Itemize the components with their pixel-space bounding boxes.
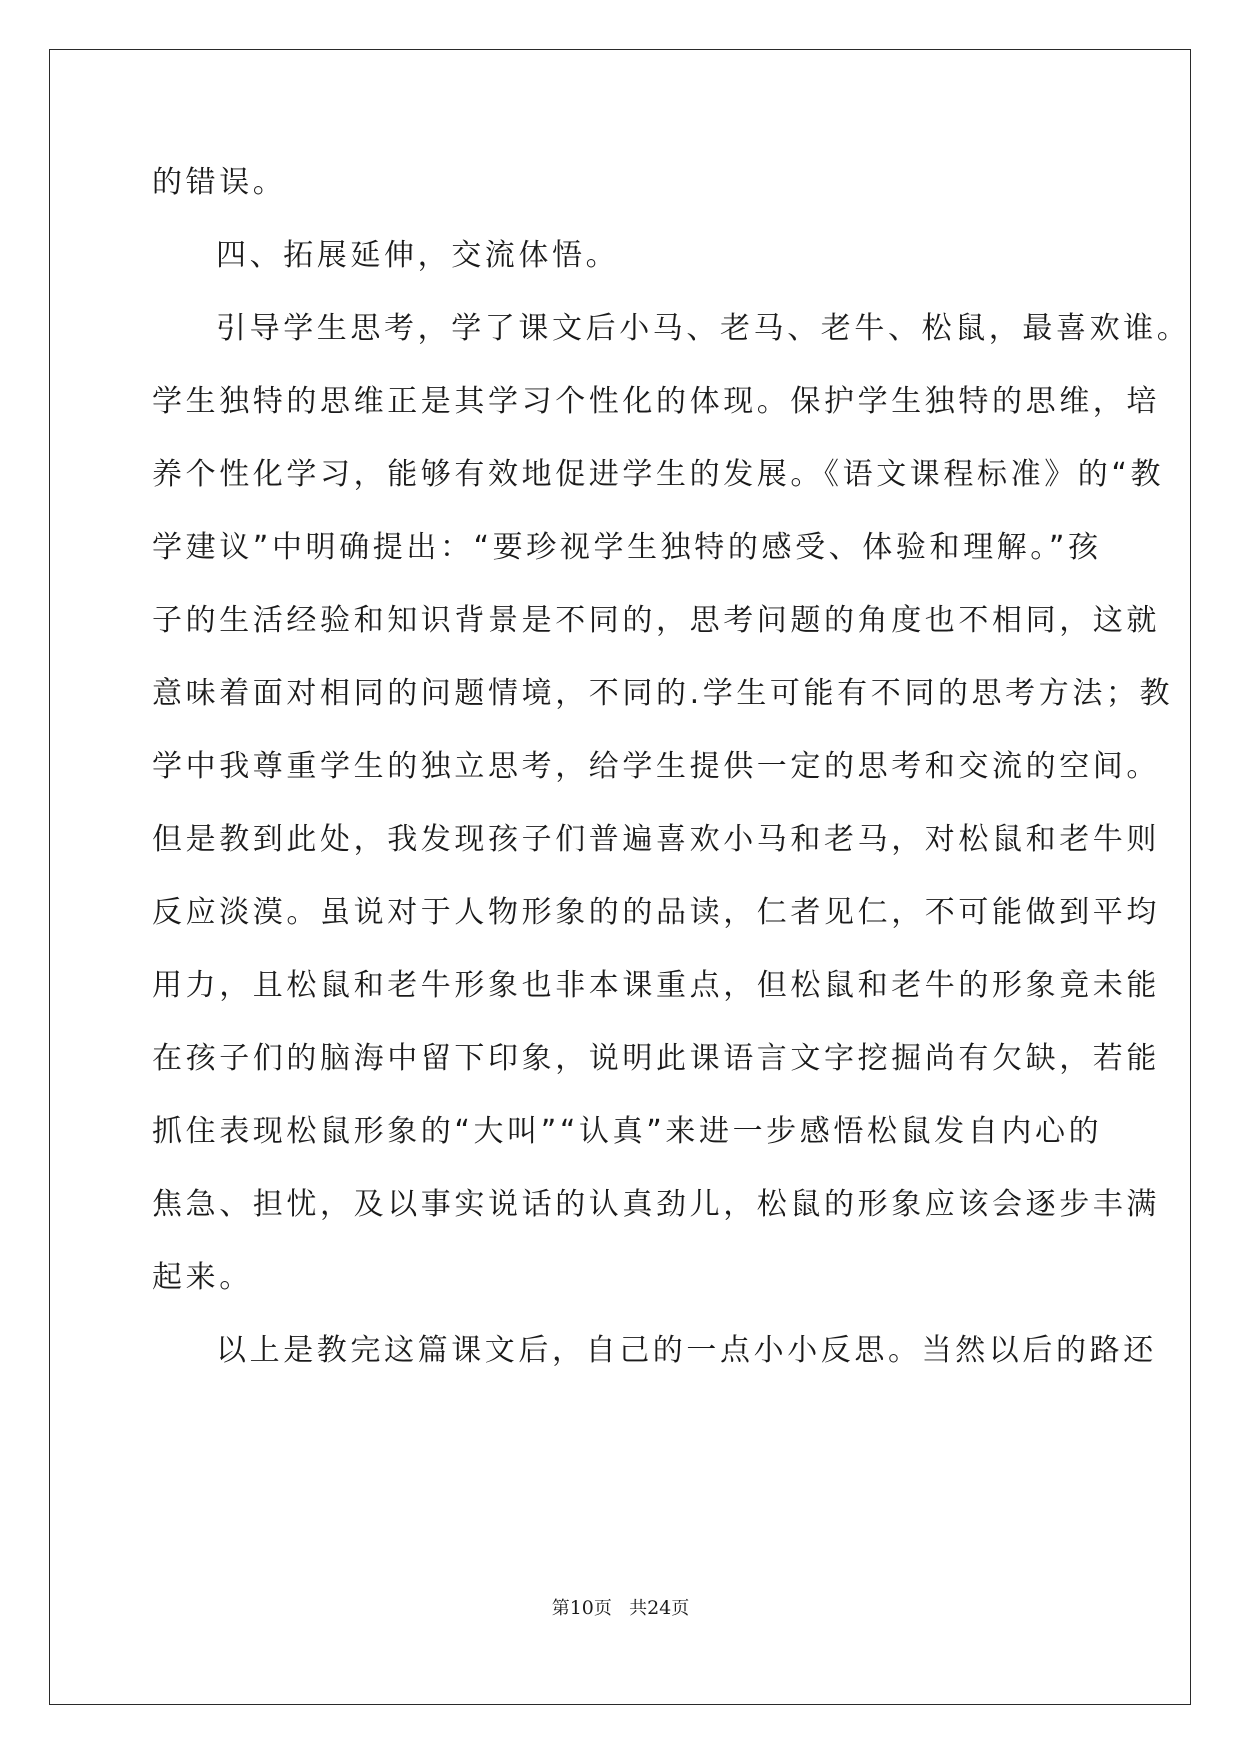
- text-line: 意味着面对相同的问题情境，不同的.学生可能有不同的思考方法；教: [152, 676, 1174, 711]
- text-line: 学建议”中明确提出：“要珍视学生独特的感受、体验和理解。”孩: [152, 530, 1102, 565]
- text-line: 引导学生思考，学了课文后小马、老马、老牛、松鼠，最喜欢谁。: [216, 311, 1191, 346]
- text-line: 在孩子们的脑海中留下印象，说明此课语言文字挖掘尚有欠缺，若能: [152, 1041, 1160, 1076]
- text-line: 抓住表现松鼠形象的“大叫”“认真”来进一步感悟松鼠发自内心的: [152, 1114, 1103, 1149]
- text-line: 但是教到此处，我发现孩子们普遍喜欢小马和老马，对松鼠和老牛则: [152, 822, 1160, 857]
- text-line: 反应淡漠。虽说对于人物形象的的品读，仁者见仁，不可能做到平均: [152, 895, 1160, 930]
- text-line: 焦急、担忧，及以事实说话的认真劲儿，松鼠的形象应该会逐步丰满: [152, 1187, 1160, 1222]
- text-line: 起来。: [152, 1260, 253, 1295]
- page-total: 24: [647, 1597, 672, 1619]
- text-line: 学生独特的思维正是其学习个性化的体现。保护学生独特的思维，培: [152, 384, 1160, 419]
- page-total-suffix: 页: [671, 1598, 690, 1619]
- page-total-prefix: 共: [629, 1598, 648, 1619]
- text-line: 的错误。: [152, 165, 287, 200]
- text-line: 养个性化学习，能够有效地促进学生的发展。《语文课程标准》的“教: [152, 457, 1165, 492]
- text-line: 子的生活经验和知识背景是不同的，思考问题的角度也不相同，这就: [152, 603, 1160, 638]
- page-number-prefix: 第: [551, 1598, 570, 1619]
- page-border: [49, 49, 1191, 1705]
- page-number-suffix: 页: [593, 1598, 612, 1619]
- page-footer: [0, 1594, 1241, 1620]
- text-line: 用力，且松鼠和老牛形象也非本课重点，但松鼠和老牛的形象竟未能: [152, 968, 1160, 1003]
- text-line: 学中我尊重学生的独立思考，给学生提供一定的思考和交流的空间。: [152, 749, 1160, 784]
- page-number-current: 10: [569, 1597, 594, 1619]
- text-line: 以上是教完这篇课文后，自己的一点小小反思。当然以后的路还: [216, 1333, 1157, 1368]
- text-line: 四、拓展延伸，交流体悟。: [216, 238, 620, 273]
